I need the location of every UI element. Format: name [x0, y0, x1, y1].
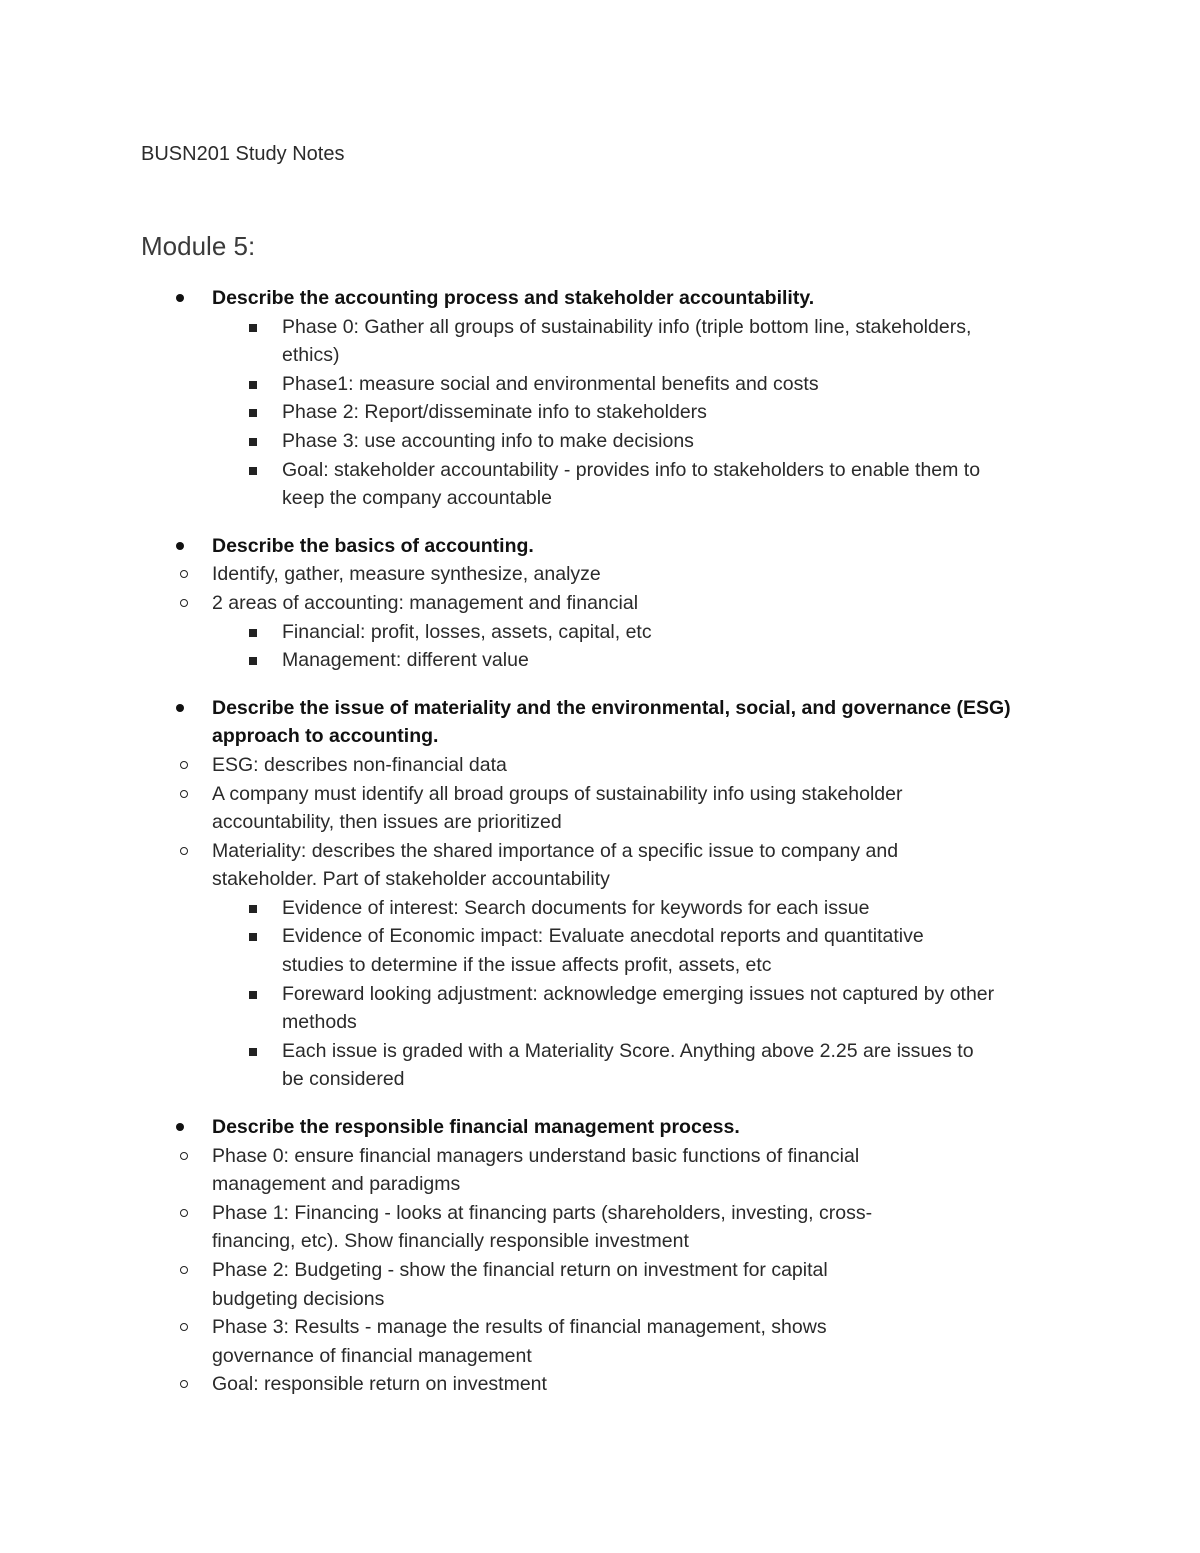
list-item-text: Phase 0: ensure financial managers understand basic functions of financial management and paradigms	[212, 1144, 860, 1196]
section-financial-management	[141, 1113, 1071, 1399]
list-item-text: 2 areas of accounting: management and financial	[212, 591, 639, 614]
filled-circle-bullet-icon	[176, 542, 184, 550]
section-heading-text: Describe the basics of accounting.	[212, 534, 534, 557]
square-bullet-icon	[249, 467, 257, 475]
list-item-text: Materiality: describes the shared importance of a specific issue to company and stakeholder. Part of stakeholder accountability	[212, 839, 899, 891]
list-item	[282, 922, 962, 979]
list-item-text: Phase 1: Financing - looks at financing parts (shareholders, investing, cross-financing, etc). Show financially responsible investment	[212, 1201, 873, 1253]
list-item-text: Phase 3: use accounting info to make decisions	[282, 429, 694, 452]
section-heading-text: Describe the accounting process and stakeholder accountability.	[212, 287, 815, 309]
square-bullet-icon	[249, 905, 257, 913]
list-item	[282, 646, 1071, 675]
list-item-text: Phase 2: Budgeting - show the financial return on investment for capital budgeting decisions	[212, 1259, 828, 1310]
list-item-text: Foreward looking adjustment: acknowledge emerging issues not captured by other methods	[282, 982, 995, 1034]
list-item	[282, 370, 1071, 399]
square-bullet-icon	[249, 438, 257, 446]
section-accounting-basics	[141, 532, 1071, 675]
hollow-circle-bullet-icon	[180, 1266, 188, 1274]
document-title: BUSN201 Study Notes	[141, 143, 345, 165]
list-item	[212, 1313, 912, 1370]
notes-content	[141, 284, 1071, 1418]
hollow-circle-bullet-icon	[180, 761, 188, 769]
square-bullet-icon	[249, 324, 257, 332]
filled-circle-bullet-icon	[176, 294, 184, 302]
hollow-circle-bullet-icon	[180, 1152, 188, 1160]
list-item-text: Identify, gather, measure synthesize, analyze	[212, 563, 601, 586]
list-item	[282, 427, 1071, 456]
list-item-text: Phase 3: Results - manage the results of financial management, shows governance of financial management	[212, 1316, 827, 1367]
list-item	[282, 618, 1071, 647]
square-bullet-icon	[249, 381, 257, 389]
section-heading	[212, 284, 1071, 313]
list-item-text: Goal: stakeholder accountability - provides info to stakeholders to enable them to keep the company accountable	[282, 458, 981, 510]
list-item	[282, 894, 1071, 923]
section-heading	[212, 1113, 1071, 1142]
section-heading	[212, 694, 1042, 751]
list-item	[212, 589, 1071, 618]
list-item-text: A company must identify all broad groups of sustainability info using stakeholder accountability, then issues are prioritized	[212, 782, 903, 834]
list-item-text: Phase 2: Report/disseminate info to stakeholders	[282, 401, 707, 424]
list-item-text: Phase 0: Gather all groups of sustainability info (triple bottom line, stakeholders, ethics)	[282, 315, 972, 367]
section-accounting-process	[141, 284, 1071, 513]
square-bullet-icon	[249, 409, 257, 417]
filled-circle-bullet-icon	[176, 704, 184, 712]
section-heading-text: Describe the responsible financial management process.	[212, 1116, 740, 1139]
square-bullet-icon	[249, 657, 257, 665]
list-item-text: Goal: responsible return on investment	[212, 1373, 547, 1396]
list-item	[212, 1199, 912, 1256]
section-heading	[212, 532, 1071, 561]
list-item-text: Phase1: measure social and environmental benefits and costs	[282, 372, 819, 395]
list-item	[212, 1142, 942, 1199]
square-bullet-icon	[249, 991, 257, 999]
hollow-circle-bullet-icon	[180, 1323, 188, 1331]
hollow-circle-bullet-icon	[180, 847, 188, 855]
hollow-circle-bullet-icon	[180, 1209, 188, 1217]
list-item-text: Each issue is graded with a Materiality Score. Anything above 2.25 are issues to be considered	[282, 1039, 974, 1091]
list-item	[282, 398, 1071, 427]
list-item-text: Financial: profit, losses, assets, capital, etc	[282, 620, 652, 643]
list-item	[282, 313, 1002, 370]
square-bullet-icon	[249, 629, 257, 637]
square-bullet-icon	[249, 933, 257, 941]
module-heading: Module 5:	[141, 231, 256, 261]
list-item-text: ESG: describes non-financial data	[212, 753, 507, 776]
list-item	[212, 837, 1002, 894]
list-item	[212, 780, 1002, 837]
hollow-circle-bullet-icon	[180, 790, 188, 798]
list-item	[212, 1370, 1071, 1399]
list-item-text: Evidence of interest: Search documents for keywords for each issue	[282, 896, 870, 919]
section-materiality-esg	[141, 694, 1071, 1094]
list-item-text: Management: different value	[282, 649, 529, 672]
list-item	[212, 560, 1071, 589]
square-bullet-icon	[249, 1048, 257, 1056]
list-item	[282, 1037, 982, 1094]
list-item	[212, 751, 1071, 780]
list-item	[212, 1256, 912, 1313]
list-item	[282, 980, 1002, 1037]
list-item-text: Evidence of Economic impact: Evaluate anecdotal reports and quantitative studies to determine if the issue affects profit, assets, etc	[282, 925, 924, 977]
hollow-circle-bullet-icon	[180, 599, 188, 607]
section-heading-text: Describe the issue of materiality and the environmental, social, and governance (ESG) approach to accounting.	[212, 696, 1011, 748]
list-item	[282, 456, 1002, 513]
hollow-circle-bullet-icon	[180, 570, 188, 578]
filled-circle-bullet-icon	[176, 1123, 184, 1131]
hollow-circle-bullet-icon	[180, 1380, 188, 1388]
